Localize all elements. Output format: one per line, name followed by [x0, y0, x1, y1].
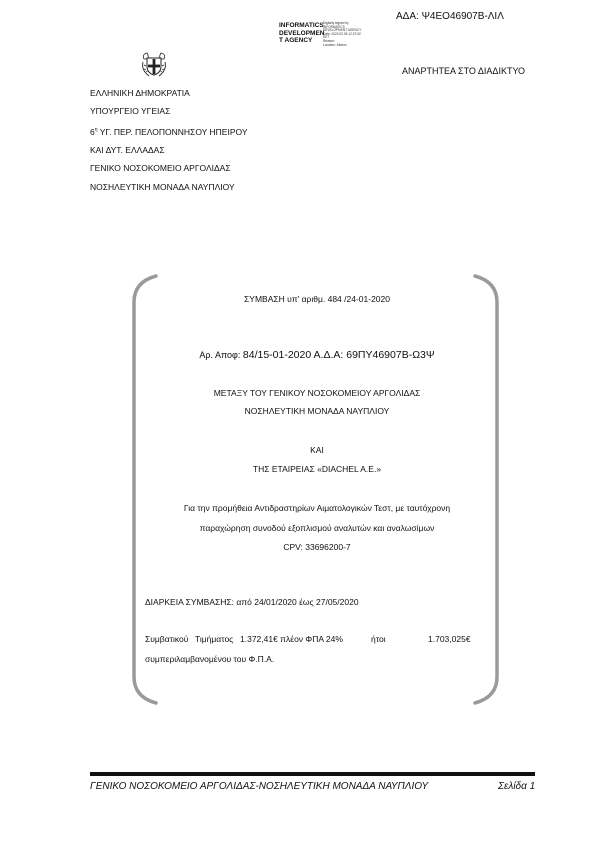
contract-number: ΣΥΜΒΑΣΗ υπ' αριθμ. 484 /24-01-2020 [244, 294, 390, 304]
frame-right-bracket [475, 276, 497, 703]
ada-top: ΑΔΑ: Ψ4ΕΟ46907Β-ΛΙΛ [396, 11, 504, 22]
subject-line: Για την προμήθεια Αντιδραστηρίων Αιματολογικών Τεστ, με ταυτόχρονη [183, 503, 451, 513]
cost-total: 1.703,025€ [428, 634, 471, 644]
signature-detail-line: EET [323, 35, 330, 40]
published-label: ΑΝΑΡΤΗΤΕΑ ΣΤΟ ΔΙΑΔΙΚΤΥΟ [402, 66, 525, 76]
between-line: ΝΟΣΗΛΕΥΤΙΚΗ ΜΟΝΑΔΑ ΝΑΥΠΛΙΟΥ [244, 406, 390, 416]
decision-value: 84/15-01-2020 Α.Δ.Α: 69ΠΥ46907Β-Ω3Ψ [242, 349, 435, 361]
cost-ie: ήτοι [371, 634, 386, 644]
cost-label-2: Τιμήματος [195, 634, 234, 644]
decision-prefix: Αρ. Αποφ: [199, 350, 243, 360]
signature-detail-line: Location: Athens [323, 42, 347, 47]
between-line: ΜΕΤΑΞΥ ΤΟΥ ΓΕΝΙΚΟΥ ΝΟΣΟΚΟΜΕΙΟΥ ΑΡΓΟΛΙΔΑΣ [213, 388, 421, 398]
sender-line: ΥΠΟΥΡΓΕΙΟ ΥΓΕΙΑΣ [90, 106, 171, 117]
and-line: ΚΑΙ [310, 445, 324, 455]
signature-agency [279, 22, 325, 45]
cost-value: 1.372,41€ πλέον ΦΠΑ 24% [240, 634, 343, 644]
sender-line: ΕΛΛΗΝΙΚΗ ΔΗΜΟΚΡΑΤΙΑ [90, 88, 190, 98]
signature-agency-line: T AGENCY [279, 37, 313, 44]
signature-detail-line: INFORMATICS [323, 24, 345, 29]
footer-left: ΓΕΝΙΚΟ ΝΟΣΟΚΟΜΕΙΟ ΑΡΓΟΛΙΔΑΣ-ΝΟΣΗΛΕΥΤΙΚΗ ΜΟΝΑΔΑ ΝΑΥΠΛΙΟΥ [90, 781, 429, 792]
signature-agency-line: DEVELOPMEN [279, 29, 325, 37]
cpv-line: CPV: 33696200-7 [283, 542, 351, 552]
greek-coat-of-arms-icon [140, 50, 168, 78]
region-number: 6 [90, 126, 95, 137]
sender-line: ΓΕΝΙΚΟ ΝΟΣΟΚΟΜΕΙΟ ΑΡΓΟΛΙΔΑΣ [90, 163, 231, 174]
signature-details [323, 22, 361, 47]
decision-line [150, 349, 484, 361]
footer-divider [90, 772, 535, 776]
sender-line: ΝΟΣΗΛΕΥΤΙΚΗ ΜΟΝΑΔΑ ΝΑΥΠΛΙΟΥ [90, 181, 235, 192]
region-suffix: η [94, 126, 98, 133]
region-text: ΥΓ. ΠΕΡ. ΠΕΛΟΠΟΝΝΗΣΟΥ ΗΠΕΙΡΟΥ [97, 126, 248, 137]
sender-line: ΚΑΙ ΔΥΤ. ΕΛΛΑΔΑΣ [90, 145, 165, 156]
signature-detail-line: Reason: [323, 38, 335, 43]
signature-detail-line: DEVELOPMENT AGENCY [323, 28, 362, 33]
subject-line: παραχώρηση συνοδού εξοπλισμού αναλυτών και αναλωσίμων [199, 523, 435, 533]
cost-line-2: συμπεριλαμβανομένου του Φ.Π.Α. [145, 654, 275, 664]
signature-detail-line: Digitally signed by [323, 21, 349, 25]
cost-label: Συμβατικού [145, 634, 189, 644]
sender-line [90, 121, 248, 141]
sender-block [90, 84, 248, 196]
signature-detail-line: Date: 2020.02.05 12:27:52 [323, 31, 361, 36]
company-line: ΤΗΣ ΕΤΑΙΡΕΙΑΣ «DIACHEL A.E.» [252, 464, 382, 474]
duration-line: ΔΙΑΡΚΕΙΑ ΣΥΜΒΑΣΗΣ: από 24/01/2020 έως 27/05/2020 [145, 597, 359, 607]
signature-agency-line: INFORMATICS [279, 22, 324, 29]
page-number: Σελίδα 1 [498, 781, 536, 792]
